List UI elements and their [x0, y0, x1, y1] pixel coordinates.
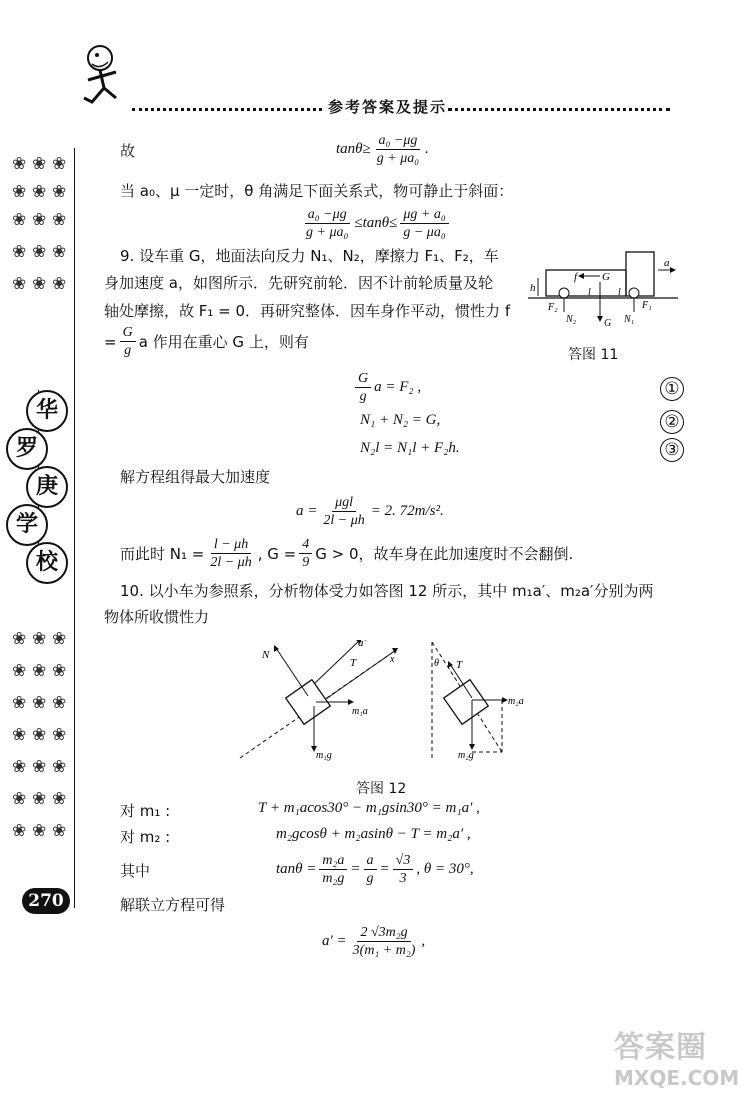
flower-icon: ❀: [52, 693, 67, 713]
flower-icon: ❀: [32, 242, 47, 262]
text-er: 而此时 N₁ = $\frac{l - \mu h}{2l - \mu h}$ , G = $\frac{4}{9}$ G > 0，故车身在此加速度时不会翻倒.: [120, 537, 574, 570]
equation-number-1: ①: [660, 377, 684, 401]
flower-icon: ❀: [52, 725, 67, 745]
text-lianli: 解联立方程可得: [120, 896, 226, 914]
equation-1: tanθ≥ $\frac{\text{a₀ −μg}}{\text{g + μa₀}}$ .: [336, 133, 429, 166]
equation-D: a = $\frac{\text{μgl}}{2l - \mu h}$ = 2. 72m/s².: [296, 495, 444, 528]
equation-A: $\frac{G}{g}$ a = F₂ ,: [352, 370, 421, 405]
label-m2a: m₂a: [508, 696, 524, 707]
figure-11-caption: 答图 11: [568, 347, 619, 363]
flower-icon: ❀: [12, 725, 27, 745]
flower-icon: ❀: [52, 210, 67, 230]
flower-icon: ❀: [52, 757, 67, 777]
flower-icon: ❀: [32, 154, 47, 174]
header-dotted-line: [132, 108, 322, 111]
school-char: 华: [26, 390, 68, 432]
school-char: 学: [6, 504, 48, 546]
text-dang: 当 a₀、μ 一定时，θ 角满足下面关系式，物可静止于斜面：: [120, 182, 514, 200]
label-N2: N₂: [566, 314, 577, 325]
flower-icon: ❀: [32, 629, 47, 649]
flower-icon: ❀: [12, 693, 27, 713]
flower-icon: ❀: [52, 274, 67, 294]
label-G2: G: [604, 318, 612, 329]
figure-12: [236, 640, 536, 770]
flower-icon: ❀: [32, 274, 47, 294]
flower-icon: ❀: [52, 242, 67, 262]
equation-2: $\frac{\text{a₀ −μg}}{\text{g + μa₀}}$ ≤tanθ≤ $\frac{\text{μg + a₀}}{\text{g − μa₀}}$: [300, 206, 452, 241]
watermark-url: MXQE.COM: [614, 1066, 740, 1090]
para9-line1: 9. 设车重 G，地面法向反力 N₁、N₂，摩擦力 F₁、F₂，车: [120, 247, 499, 265]
school-name: [0, 390, 80, 590]
para9-line4: = $\frac{G}{g}$ a 作用在重心 G 上，则有: [104, 325, 309, 358]
watermark-logo: 答案圈: [614, 1030, 707, 1065]
label-x: x: [390, 654, 395, 665]
label-T: T: [350, 657, 357, 669]
flower-icon: ❀: [52, 182, 67, 202]
label-T2: T: [456, 659, 463, 671]
header-dotted-line-right: [448, 108, 670, 111]
flower-icon: ❀: [12, 789, 27, 809]
flower-icon: ❀: [32, 821, 47, 841]
figure-12-caption: 答图 12: [356, 781, 407, 797]
school-char: 罗: [6, 428, 48, 470]
flower-icon: ❀: [32, 789, 47, 809]
para10-line1: 10. 以小车为参照系，分析物体受力如答图 12 所示，其中 m₁a′、m₂a′分别为两: [120, 582, 654, 600]
school-char: 庚: [26, 466, 68, 508]
header: [70, 40, 720, 115]
flower-icon: ❀: [32, 661, 47, 681]
label-G: G: [602, 271, 610, 283]
flower-icon: ❀: [12, 242, 27, 262]
equation-B: N₁ + N₂ = G,: [360, 412, 441, 428]
flower-icon: ❀: [32, 757, 47, 777]
flower-icon: ❀: [32, 210, 47, 230]
figure-11: [528, 250, 678, 330]
header-title: 参考答案及提示: [328, 98, 448, 116]
flower-icon: ❀: [52, 154, 67, 174]
flower-icon: ❀: [12, 629, 27, 649]
equation-C: N₂l = N₁l + F₂h.: [360, 440, 460, 456]
label-m2g: m₂g: [458, 750, 474, 761]
flower-icon: ❀: [12, 154, 27, 174]
label-F1: F₁: [642, 300, 652, 311]
equation-m2: m₂gcosθ + m₂asinθ − T = m₂a′ ,: [276, 826, 471, 842]
flower-icon: ❀: [12, 210, 27, 230]
equation-number-2: ②: [660, 410, 684, 434]
label-N1: N₁: [624, 314, 635, 325]
page-number: 270: [22, 888, 70, 914]
sidebar-flowers-bottom: [8, 625, 76, 885]
label-l2: l: [618, 287, 621, 298]
label-l1: l: [588, 287, 591, 298]
label-m2: 对 m₂ :: [120, 828, 171, 846]
equation-number-3: ③: [660, 438, 684, 462]
para9-line2: 身加速度 a，如图所示．先研究前轮．因不计前轮质量及轮: [104, 274, 493, 292]
label-F2: F₂: [548, 302, 558, 313]
school-char: 校: [26, 542, 68, 584]
equation-final: a′ = $\frac{\text{2 √3m₂g}}{\text{3(m₁ + m₂)}}$ ,: [322, 925, 426, 958]
label-N: N: [262, 649, 270, 661]
running-figure-icon: [70, 40, 150, 115]
label-m1g: m₁g: [316, 750, 332, 761]
flower-icon: ❀: [52, 629, 67, 649]
flower-icon: ❀: [32, 725, 47, 745]
label-m1a: m₁a: [352, 706, 368, 717]
flower-icon: ❀: [12, 757, 27, 777]
text-gu: 故: [120, 142, 136, 160]
para9-line3: 轴处摩擦，故 F₁ = 0．再研究整体．因车身作平动，惯性力 f: [104, 302, 511, 320]
label-a-prime: a′: [358, 640, 366, 649]
text-solve: 解方程组得最大加速度: [120, 468, 271, 486]
flower-icon: ❀: [12, 661, 27, 681]
flower-icon: ❀: [32, 693, 47, 713]
flower-icon: ❀: [12, 821, 27, 841]
flower-icon: ❀: [12, 182, 27, 202]
flower-icon: ❀: [12, 274, 27, 294]
para10-line2: 物体所收惯性力: [104, 608, 210, 626]
flower-icon: ❀: [52, 789, 67, 809]
flower-icon: ❀: [52, 661, 67, 681]
sidebar-flowers-top: [8, 150, 76, 330]
flower-icon: ❀: [52, 821, 67, 841]
equation-m1: T + m₁acos30° − m₁gsin30° = m₁a′ ,: [258, 800, 480, 816]
flower-icon: ❀: [32, 182, 47, 202]
label-h: h: [530, 282, 536, 294]
label-theta: θ: [434, 658, 439, 669]
watermark: [614, 1022, 746, 1096]
label-m1: 对 m₁ :: [120, 802, 171, 820]
label-f: f: [574, 271, 578, 283]
text-qizhong: 其中: [120, 862, 151, 880]
equation-tan: tanθ = $\frac{\text{m₂a}}{\text{m₂g}}$ = $\frac{a}{g}$ = $\frac{√3}{3}$ , θ = 30°,: [276, 853, 474, 886]
label-a: a: [664, 257, 670, 269]
